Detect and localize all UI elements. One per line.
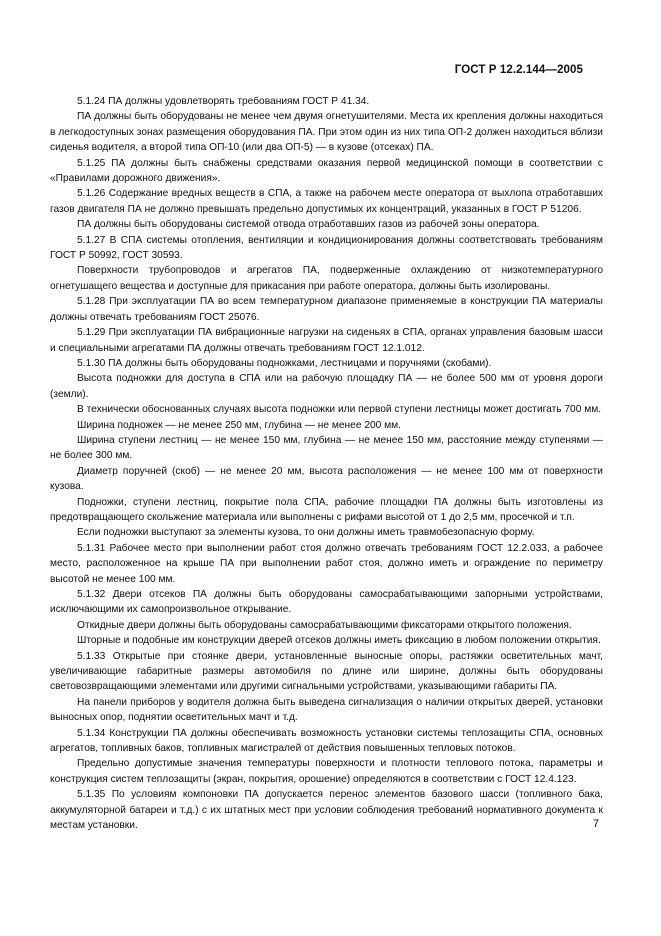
document-body: [50, 94, 603, 834]
paragraph: 5.1.27 В СПА системы отопления, вентиляции и кондиционирования должны соответствовать требованиям ГОСТ Р 50992, ГОСТ 30593.: [50, 234, 603, 262]
paragraph: 5.1.35 По условиям компоновки ПА допускается перенос элементов базового шасси (топливного бака, аккумуляторной батареи и т.д.) с их штатных мест при условии соблюдения требований нормативного документа к местам установки.: [50, 789, 603, 832]
document-header: ГОСТ Р 12.2.144—2005: [454, 64, 583, 76]
paragraph: 5.1.32 Двери отсеков ПА должны быть оборудованы самосрабатывающими запорными устройствами, исключающими их самопроизвольное открывание.: [50, 589, 603, 616]
paragraph: Ширина подножек — не менее 250 мм, глубина — не менее 200 мм.: [77, 419, 402, 431]
paragraph: 5.1.28 При эксплуатации ПА во всем температурном диапазоне применяемые в конструкции ПА материалы должны отвечать требованиям ГОСТ 25076.: [50, 296, 603, 323]
page-number: 7: [592, 818, 599, 830]
paragraph: 5.1.29 При эксплуатации ПА вибрационные нагрузки на сиденьях в СПА, органах управления базовым шасси и специальными агрегатами ПА должны отвечать требованиям ГОСТ 12.1.012.: [50, 327, 603, 354]
paragraph: Поверхности трубопроводов и агрегатов ПА, подверженные охлаждению от низкотемпературного огнетушащего вещества и доступные для прикасания при работе оператора, должны быть изолированы.: [50, 265, 603, 292]
paragraph: Откидные двери должны быть оборудованы самосрабатывающими фиксаторами открытого положения.: [77, 619, 572, 631]
paragraph: На панели приборов у водителя должна быть выведена сигнализация о наличии открытых дверей, установки выносных опор, поднятии осветительных мачт и т.д.: [50, 696, 603, 724]
paragraph: Если подножки выступают за элементы кузова, то они должны иметь травмобезопасную форму.: [77, 527, 535, 539]
paragraph: ПА должны быть оборудованы не менее чем двумя огнетушителями. Места их крепления должны находиться в легкодоступных зонах размещения оборудования ПА. При этом один из них типа ОП-2 должен находиться вблизи сиденья водителя, а второй типа ОП-10 (или два ОП-5) — в кузове (отсеках) ПА.: [50, 111, 603, 154]
paragraph: Высота подножки для доступа в СПА или на рабочую площадку ПА — не более 500 мм от уровня дороги (земли).: [50, 373, 603, 400]
paragraph: Подножки, ступени лестниц, покрытие пола СПА, рабочие площадки ПА должны быть изготовлены из предотвращающего скольжение материала или выполнены с рифами высотой от 1 до 2,5 мм, просечкой и т.п.: [50, 496, 603, 523]
paragraph: 5.1.34 Конструкции ПА должны обеспечивать возможность установки системы теплозащиты СПА, основных агрегатов, топливных баков, топливных магистралей от действия повышенных тепловых потоков.: [50, 727, 603, 755]
paragraph: Шторные и подобные им конструкции дверей отсеков должны иметь фиксацию в любом положении открытия.: [77, 635, 601, 647]
paragraph: ПА должны быть оборудованы системой отвода отработавших газов из рабочей зоны оператора.: [77, 219, 540, 231]
paragraph: 5.1.24 ПА должны удовлетворять требованиям ГОСТ Р 41.34.: [77, 96, 370, 107]
paragraph: 5.1.30 ПА должны быть оборудованы подножками, лестницами и поручнями (скобами).: [77, 357, 492, 369]
paragraph: 5.1.25 ПА должны быть снабжены средствами оказания первой медицинской помощи в соответствии с «Правилами дорожного движения».: [50, 157, 603, 185]
paragraph: 5.1.31 Рабочее место при выполнении работ стоя должно отвечать требованиям ГОСТ 12.2.033, а рабочее место, расположенное на крыше ПА при выполнении работ стоя, должно иметь и ограждение по периметру высотой не менее 100 мм.: [50, 542, 603, 585]
paragraph: Диаметр поручней (скоб) — не менее 20 мм, высота расположения — не менее 100 мм от поверхности кузова.: [50, 465, 603, 493]
paragraph: Ширина ступени лестниц — не менее 150 мм, глубина — не менее 150 мм, расстояние между ступенями — не более 300 мм.: [50, 434, 603, 462]
paragraph: 5.1.26 Содержание вредных веществ в СПА, а также на рабочем месте оператора от выхлопа отработавших газов двигателя ПА не должно превышать предельно допустимых их концентраций, указанных в ГОСТ Р 51206.: [50, 188, 603, 215]
paragraph: В технически обоснованных случаях высота подножки или первой ступени лестницы может достигать 700 мм.: [77, 404, 602, 416]
paragraph: 5.1.33 Открытые при стоянке двери, установленные выносные опоры, растяжки осветительных мачт, увеличивающие габаритные размеры автомобиля по длине или ширине, должны быть оборудованы световозвращающими элементами или другими сигнальными устройствами, указывающими габариты ПА.: [50, 650, 603, 693]
paragraph: Предельно допустимые значения температуры поверхности и плотности теплового потока, параметры и конструкция систем теплозащиты (экран, покрытия, орошение) определяются в соответствии с ГОСТ 12.4.123.: [50, 758, 603, 785]
